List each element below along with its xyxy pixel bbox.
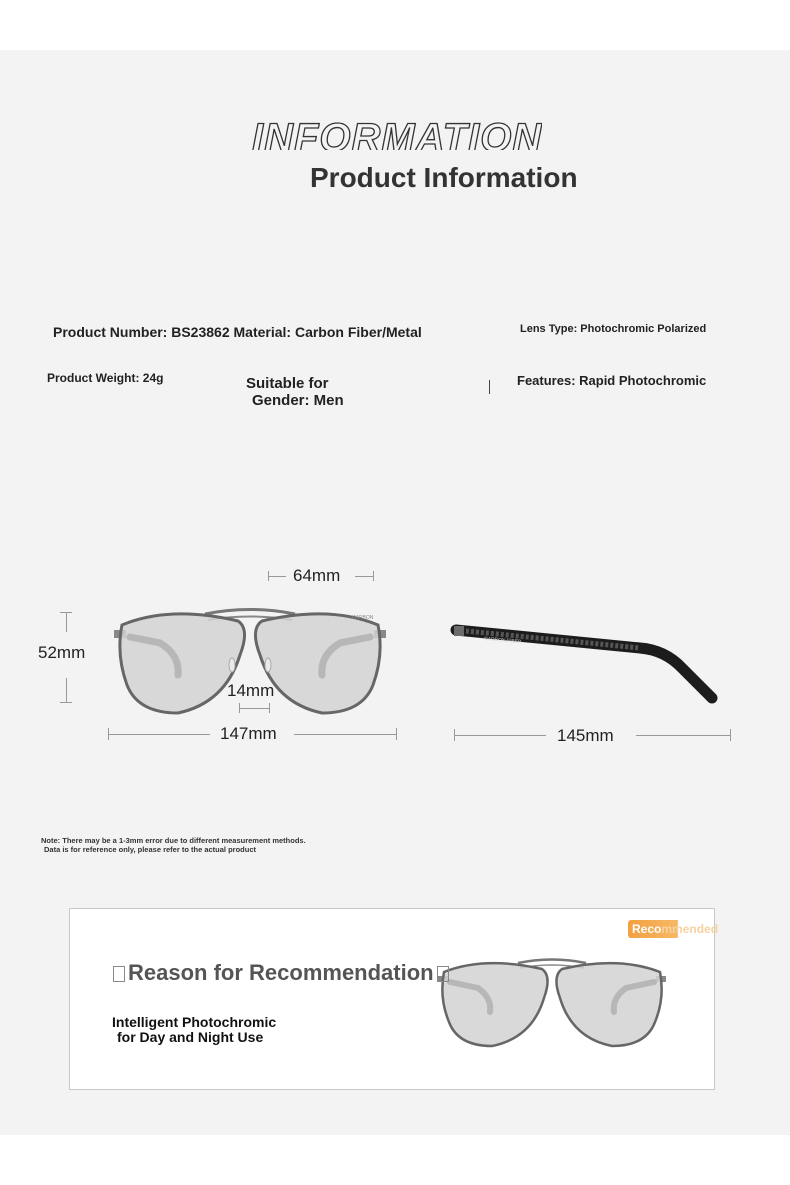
dim-temple-length: 145mm [557, 726, 614, 745]
dim-line [108, 734, 210, 735]
dim-line [294, 734, 396, 735]
dim-line [454, 729, 455, 741]
dim-line [355, 576, 373, 577]
spec-lens-type: Lens Type: Photochromic Polarized [520, 323, 707, 335]
recommendation-title [110, 960, 452, 986]
spec-gender-line2: Gender: Men [252, 392, 344, 409]
dim-lens-height: 52mm [38, 643, 86, 662]
note-line1: Note: There may be a 1-3mm error due to different measurement methods. [41, 836, 306, 845]
rec-sub-line1: Intelligent Photochromic [112, 1014, 277, 1030]
spec-gender [246, 375, 396, 409]
note-line2: Data is for reference only, please refer to the actual product [44, 845, 257, 854]
recommended-badge [628, 920, 718, 938]
frame-brand-text: CARBON [352, 615, 374, 621]
dim-frame-width: 147mm [220, 724, 277, 743]
dim-line [268, 571, 269, 581]
dim-line [396, 728, 397, 740]
page-title: Product Information [310, 162, 578, 193]
dim-line [636, 735, 730, 736]
divider [489, 380, 490, 394]
dim-lens-width: 64mm [293, 566, 341, 585]
dim-line [730, 729, 731, 741]
recommendation-subtitle [112, 1015, 276, 1045]
dim-line [108, 728, 109, 740]
dim-line [268, 576, 286, 577]
recommendation-title-text: Reason for Recommendation [128, 960, 434, 985]
spec-number-material: Product Number: BS23862 Material: Carbon Fiber/Metal [53, 324, 422, 340]
dim-bridge: 14mm [227, 681, 275, 700]
title-box-icon [113, 966, 125, 982]
dim-line [454, 735, 546, 736]
dim-line [66, 678, 67, 702]
glasses-front-view [100, 595, 400, 720]
spec-features: Features: Rapid Photochromic [517, 373, 707, 388]
spec-weight: Product Weight: 24g [47, 371, 164, 385]
badge-part-a: Reco [632, 922, 662, 936]
badge-part-b: mmended [661, 922, 719, 936]
spec-gender-line1: Suitable for [246, 375, 329, 392]
dim-line [239, 708, 269, 709]
dim-line [60, 702, 72, 703]
temple-text: CARBON FIBER [483, 636, 522, 646]
measurement-note [41, 836, 306, 854]
dim-line [239, 703, 240, 713]
rec-sub-line2: for Day and Night Use [117, 1029, 264, 1045]
dim-line [373, 571, 374, 581]
glasses-recommendation-image [430, 948, 675, 1053]
dim-line [66, 612, 67, 632]
title-box-icon [437, 966, 449, 982]
dim-line [269, 703, 270, 713]
info-outline-word: INFORMATION [252, 116, 543, 150]
glasses-side-view [450, 620, 730, 710]
